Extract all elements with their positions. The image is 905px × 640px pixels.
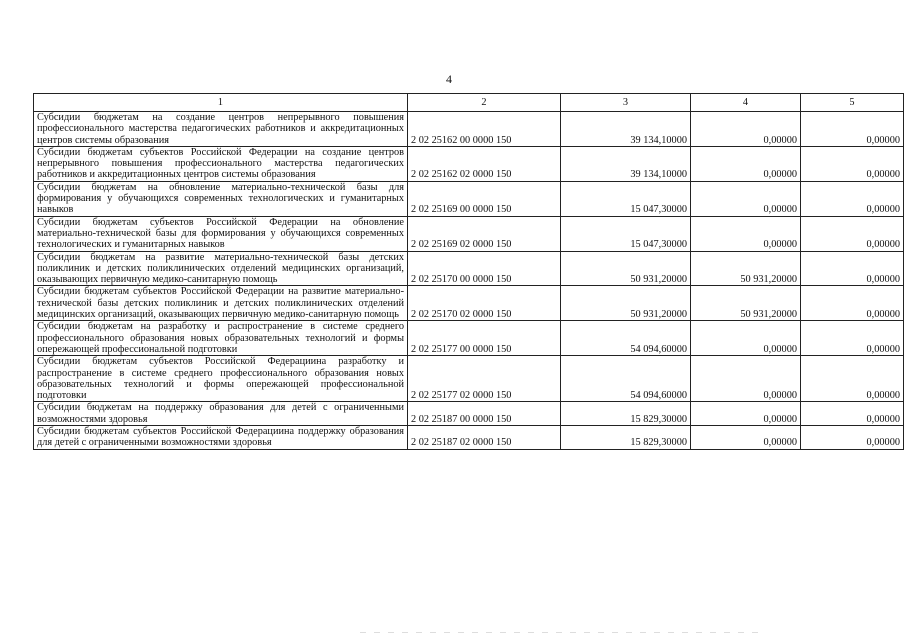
row-col4: 0,00000 xyxy=(691,181,801,216)
row-code: 2 02 25177 02 0000 150 xyxy=(408,356,561,402)
row-col3: 15 829,30000 xyxy=(561,402,691,426)
row-col5: 0,00000 xyxy=(801,286,904,321)
row-col3: 54 094,60000 xyxy=(561,321,691,356)
table-row xyxy=(34,146,904,181)
row-col3: 50 931,20000 xyxy=(561,251,691,286)
row-col3: 54 094,60000 xyxy=(561,356,691,402)
row-col3: 50 931,20000 xyxy=(561,286,691,321)
header-row xyxy=(34,94,904,112)
row-col4: 0,00000 xyxy=(691,402,801,426)
row-code: 2 02 25170 02 0000 150 xyxy=(408,286,561,321)
row-description: Субсидии бюджетам субъектов Российской Федерации на создание центров непрерывного повышения профессионального мастерства педагогических работников и аккредитационных центров системы образования xyxy=(34,146,408,181)
table-row xyxy=(34,426,904,450)
row-description: Субсидии бюджетам на обновление материально-технической базы для формирования у обучающихся современных технологических и гуманитарных навыков xyxy=(34,181,408,216)
row-col4: 50 931,20000 xyxy=(691,251,801,286)
header-col-5: 5 xyxy=(801,94,904,112)
row-description: Субсидии бюджетам на развитие материально-технической базы детских поликлиник и детских поликлинических отделений медицинских организаций, оказывающих первичную медико-санитарную помощь xyxy=(34,251,408,286)
row-col4: 0,00000 xyxy=(691,321,801,356)
row-description: Субсидии бюджетам субъектов Российской Федерации на обновление материально-технической базы для формирования у обучающихся современных технологических и гуманитарных навыков xyxy=(34,216,408,251)
scan-artifact-line xyxy=(360,632,760,633)
budget-table xyxy=(33,93,904,450)
table-row xyxy=(34,402,904,426)
table-row xyxy=(34,181,904,216)
row-description: Субсидии бюджетам субъектов Российской Федерациина разработку и распространение в системе среднего профессионального образования новых образовательных технологий и формы опережающей профессиональной подготовки xyxy=(34,356,408,402)
header-col-4: 4 xyxy=(691,94,801,112)
row-col5: 0,00000 xyxy=(801,251,904,286)
row-col4: 50 931,20000 xyxy=(691,286,801,321)
row-col3: 15 829,30000 xyxy=(561,426,691,450)
row-description: Субсидии бюджетам субъектов Российской Федерации на развитие материально-технической базы детских поликлиник и детских поликлинических отделений медицинских организаций, оказывающих первичную медико-санитарную помощь xyxy=(34,286,408,321)
row-col5: 0,00000 xyxy=(801,216,904,251)
table-row xyxy=(34,216,904,251)
row-code: 2 02 25162 02 0000 150 xyxy=(408,146,561,181)
header-col-3: 3 xyxy=(561,94,691,112)
row-code: 2 02 25169 00 0000 150 xyxy=(408,181,561,216)
row-col5: 0,00000 xyxy=(801,146,904,181)
row-col5: 0,00000 xyxy=(801,181,904,216)
row-code: 2 02 25177 00 0000 150 xyxy=(408,321,561,356)
row-col4: 0,00000 xyxy=(691,112,801,147)
row-col5: 0,00000 xyxy=(801,426,904,450)
row-description: Субсидии бюджетам на создание центров непрерывного повышения профессионального мастерства педагогических работников и аккредитационных центров системы образования xyxy=(34,112,408,147)
header-col-2: 2 xyxy=(408,94,561,112)
row-col5: 0,00000 xyxy=(801,356,904,402)
row-col3: 15 047,30000 xyxy=(561,181,691,216)
row-col3: 15 047,30000 xyxy=(561,216,691,251)
page-number: 4 xyxy=(446,72,452,86)
row-description: Субсидии бюджетам на разработку и распространение в системе среднего профессионального образования новых образовательных технологий и формы опережающей профессиональной подготовки xyxy=(34,321,408,356)
row-code: 2 02 25187 02 0000 150 xyxy=(408,426,561,450)
row-description: Субсидии бюджетам на поддержку образования для детей с ограниченными возможностями здоровья xyxy=(34,402,408,426)
row-description: Субсидии бюджетам субъектов Российской Федерациина поддержку образования для детей с ограниченными возможностями здоровья xyxy=(34,426,408,450)
row-col5: 0,00000 xyxy=(801,321,904,356)
table-row xyxy=(34,356,904,402)
row-code: 2 02 25187 00 0000 150 xyxy=(408,402,561,426)
table-row xyxy=(34,286,904,321)
row-col5: 0,00000 xyxy=(801,112,904,147)
table-row xyxy=(34,251,904,286)
header-col-1: 1 xyxy=(34,94,408,112)
row-col4: 0,00000 xyxy=(691,216,801,251)
row-code: 2 02 25170 00 0000 150 xyxy=(408,251,561,286)
row-col4: 0,00000 xyxy=(691,146,801,181)
row-code: 2 02 25162 00 0000 150 xyxy=(408,112,561,147)
row-col4: 0,00000 xyxy=(691,356,801,402)
row-col4: 0,00000 xyxy=(691,426,801,450)
row-col5: 0,00000 xyxy=(801,402,904,426)
row-code: 2 02 25169 02 0000 150 xyxy=(408,216,561,251)
table-row xyxy=(34,321,904,356)
table-row xyxy=(34,112,904,147)
row-col3: 39 134,10000 xyxy=(561,146,691,181)
row-col3: 39 134,10000 xyxy=(561,112,691,147)
